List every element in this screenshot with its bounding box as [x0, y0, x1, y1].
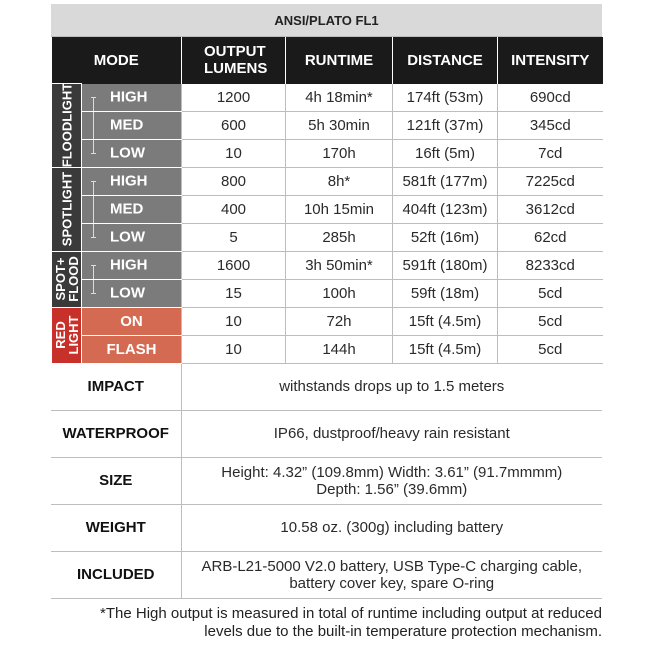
group-label-line2: FLOOD	[65, 256, 81, 302]
level-cell	[82, 335, 182, 363]
intensity-cell: 62cd	[498, 223, 603, 251]
runtime-cell: 10h 15min	[286, 195, 393, 223]
lumens-cell: 600	[182, 111, 286, 139]
lumens-cell: 15	[182, 279, 286, 307]
level-label: FLASH	[106, 340, 157, 358]
intensity-cell: 8233cd	[498, 251, 603, 279]
distance-cell: 52ft (16m)	[393, 223, 498, 251]
spec-key: INCLUDED	[51, 551, 181, 598]
distance-cell: 15ft (4.5m)	[393, 335, 498, 363]
table-row	[52, 139, 603, 167]
spec-sheet	[51, 4, 602, 641]
table-row	[52, 84, 603, 112]
level-label: MED	[110, 200, 144, 218]
level-label: LOW	[110, 284, 145, 302]
footnote	[51, 605, 602, 641]
spec-row	[51, 364, 602, 411]
runtime-cell: 4h 18min*	[286, 84, 393, 112]
lumens-cell: 10	[182, 335, 286, 363]
intensity-cell: 5cd	[498, 279, 603, 307]
distance-cell: 16ft (5m)	[393, 139, 498, 167]
table-row	[52, 307, 603, 335]
level-label: MED	[110, 116, 144, 134]
spec-row	[51, 504, 602, 551]
table-row	[52, 335, 603, 363]
spec-value	[181, 457, 602, 504]
distance-cell: 59ft (18m)	[393, 279, 498, 307]
runtime-cell: 144h	[286, 335, 393, 363]
lumens-cell: 10	[182, 139, 286, 167]
table-row	[52, 167, 603, 195]
level-label: ON	[120, 312, 143, 330]
lumens-cell: 400	[182, 195, 286, 223]
spec-key: SIZE	[51, 457, 181, 504]
level-label: HIGH	[110, 88, 148, 106]
runtime-cell: 5h 30min	[286, 111, 393, 139]
runtime-cell: 8h*	[286, 167, 393, 195]
level-cell	[82, 195, 182, 223]
runtime-cell: 170h	[286, 139, 393, 167]
level-label: LOW	[110, 228, 145, 246]
distance-cell: 121ft (37m)	[393, 111, 498, 139]
spec-value-line1: ARB-L21-5000 V2.0 battery, USB Type-C charging cable,	[201, 557, 582, 575]
table-row	[52, 111, 603, 139]
runtime-cell: 285h	[286, 223, 393, 251]
spec-key: WEIGHT	[51, 504, 181, 551]
distance-cell: 581ft (177m)	[393, 167, 498, 195]
spec-table	[51, 364, 602, 599]
lumens-cell: 10	[182, 307, 286, 335]
output-table	[51, 37, 603, 364]
level-cell	[82, 139, 182, 167]
group-label: FLOODLIGHT	[59, 83, 74, 168]
group-red-light	[52, 307, 82, 363]
distance-cell: 174ft (53m)	[393, 84, 498, 112]
table-row	[52, 279, 603, 307]
intensity-cell: 3612cd	[498, 195, 603, 223]
spec-key: IMPACT	[51, 364, 181, 411]
runtime-cell: 100h	[286, 279, 393, 307]
header-row	[52, 37, 603, 84]
header-mode: MODE	[52, 37, 182, 84]
level-label: HIGH	[110, 256, 148, 274]
table-title: ANSI/PLATO FL1	[51, 4, 602, 37]
level-cell	[82, 111, 182, 139]
level-cell	[82, 279, 182, 307]
group-spotlight	[52, 167, 82, 251]
group-label-line1: SPOT+	[52, 257, 68, 301]
lumens-cell: 5	[182, 223, 286, 251]
level-cell	[82, 223, 182, 251]
group-label-line1: RED	[52, 321, 68, 349]
spec-value-line2: battery cover key, spare O-ring	[289, 574, 495, 592]
intensity-cell: 5cd	[498, 307, 603, 335]
group-label-line2: LIGHT	[65, 315, 81, 355]
intensity-cell: 345cd	[498, 111, 603, 139]
spec-key: WATERPROOF	[51, 410, 181, 457]
spec-row	[51, 551, 602, 598]
table-row	[52, 223, 603, 251]
spec-value	[181, 551, 602, 598]
level-cell	[82, 251, 182, 279]
level-label: LOW	[110, 144, 145, 162]
intensity-cell: 690cd	[498, 84, 603, 112]
intensity-cell: 5cd	[498, 335, 603, 363]
lumens-cell: 800	[182, 167, 286, 195]
spec-row	[51, 457, 602, 504]
spec-value: withstands drops up to 1.5 meters	[181, 364, 602, 411]
group-floodlight	[52, 84, 82, 168]
spec-value-line2: Depth: 1.56” (39.6mm)	[316, 480, 468, 498]
lumens-cell: 1200	[182, 84, 286, 112]
spec-value-line1: Height: 4.32” (109.8mm) Width: 3.61” (91.7mmmm)	[221, 463, 563, 481]
table-row	[52, 251, 603, 279]
distance-cell: 591ft (180m)	[393, 251, 498, 279]
spec-row	[51, 410, 602, 457]
runtime-cell: 3h 50min*	[286, 251, 393, 279]
header-distance: DISTANCE	[393, 37, 498, 84]
level-cell	[82, 167, 182, 195]
spec-value: 10.58 oz. (300g) including battery	[181, 504, 602, 551]
footnote-line2: levels due to the built-in temperature protection mechanism.	[204, 622, 602, 640]
level-cell	[82, 84, 182, 112]
intensity-cell: 7cd	[498, 139, 603, 167]
footnote-line1: *The High output is measured in total of runtime including output at reduced	[100, 604, 602, 622]
table-row	[52, 195, 603, 223]
level-label: HIGH	[110, 172, 148, 190]
header-lumens: OUTPUT LUMENS	[182, 37, 286, 84]
level-cell	[82, 307, 182, 335]
group-label: SPOTLIGHT	[59, 171, 74, 247]
distance-cell: 404ft (123m)	[393, 195, 498, 223]
header-runtime: RUNTIME	[286, 37, 393, 84]
runtime-cell: 72h	[286, 307, 393, 335]
intensity-cell: 7225cd	[498, 167, 603, 195]
header-intensity: INTENSITY	[498, 37, 603, 84]
group-spot-flood	[52, 251, 82, 307]
distance-cell: 15ft (4.5m)	[393, 307, 498, 335]
lumens-cell: 1600	[182, 251, 286, 279]
spec-value: IP66, dustproof/heavy rain resistant	[181, 410, 602, 457]
